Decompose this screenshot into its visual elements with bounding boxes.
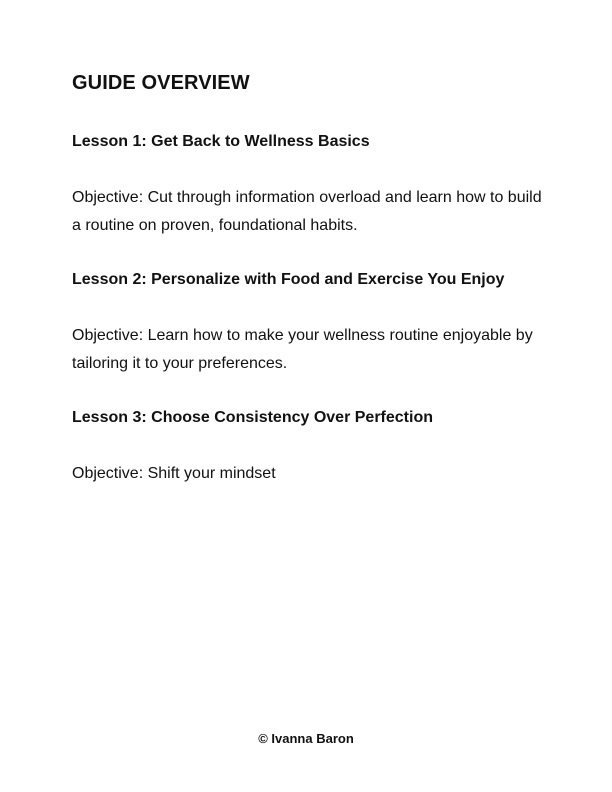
lesson-3-objective: Objective: Shift your mindset <box>72 465 276 482</box>
lesson-1-objective: Objective: Cut through information overload and learn how to build a routine on proven, foundational habits. <box>72 189 542 234</box>
copyright-footer: © Ivanna Baron <box>258 731 354 746</box>
page-title: GUIDE OVERVIEW <box>72 72 250 94</box>
lesson-2-objective: Objective: Learn how to make your wellness routine enjoyable by tailoring it to your preferences. <box>72 327 533 372</box>
lesson-1-title: Lesson 1: Get Back to Wellness Basics <box>72 133 370 150</box>
lesson-2-title: Lesson 2: Personalize with Food and Exercise You Enjoy <box>72 271 505 288</box>
lesson-3-title: Lesson 3: Choose Consistency Over Perfection <box>72 409 433 426</box>
